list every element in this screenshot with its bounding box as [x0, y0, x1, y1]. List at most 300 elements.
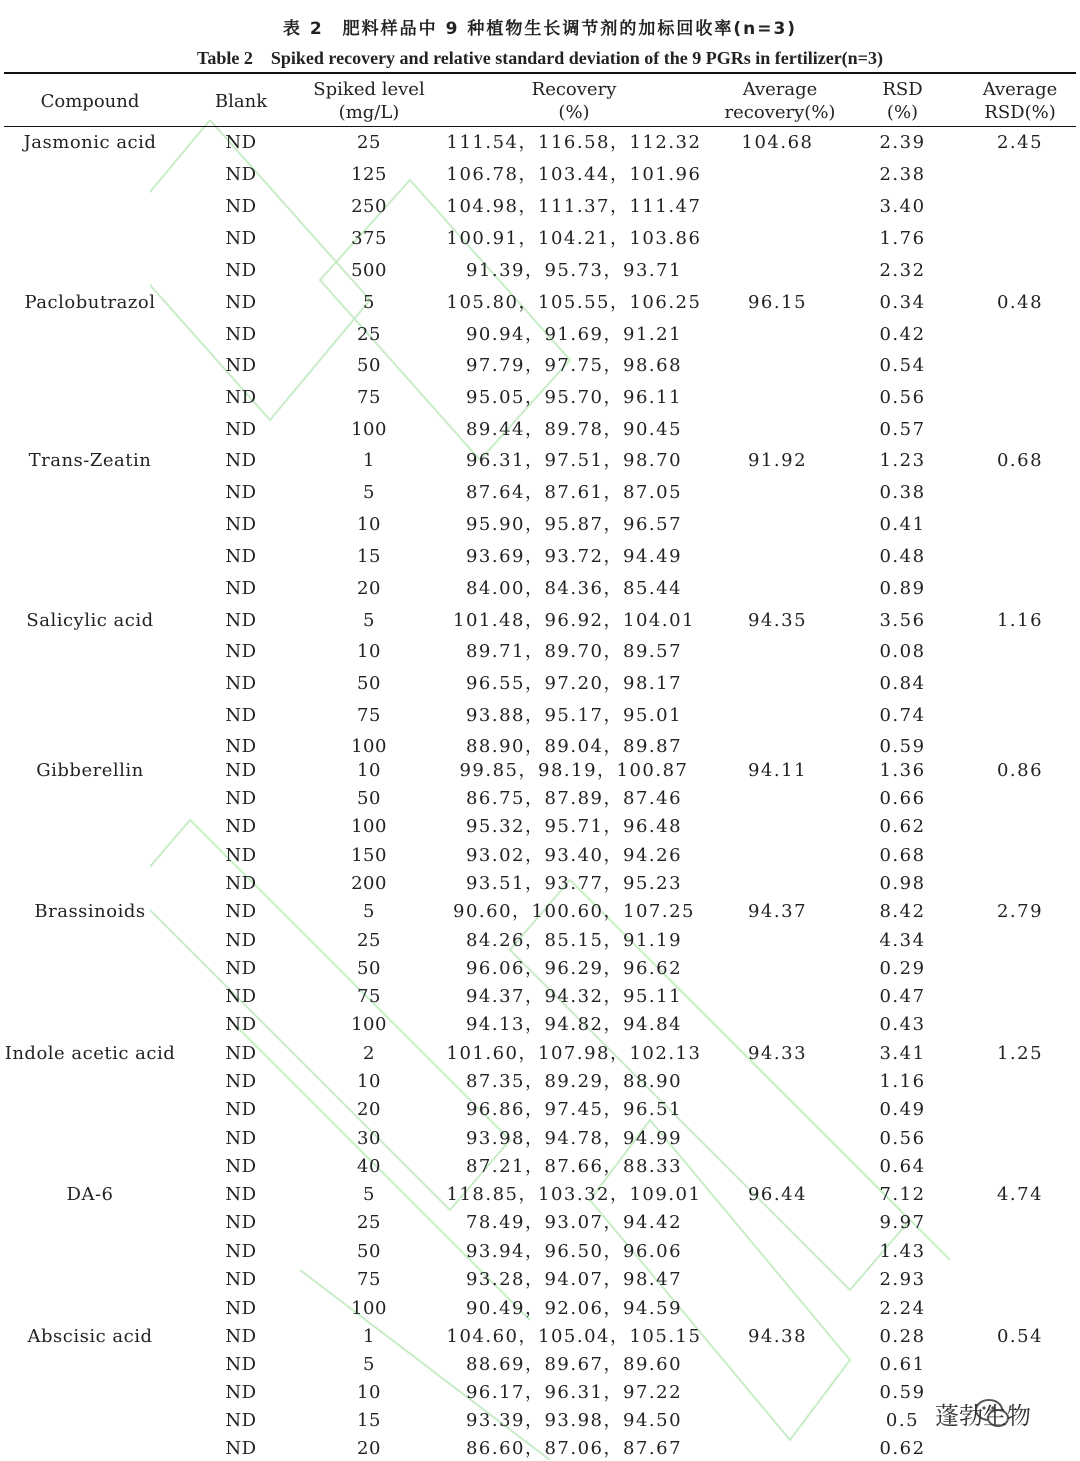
blank-cell: ND: [225, 1269, 257, 1290]
spiked-level-cell: 500: [351, 260, 387, 281]
blank-cell: ND: [225, 450, 257, 471]
compound-cell: [0, 163, 180, 187]
spiked-level-cell: 5: [363, 1354, 375, 1375]
compound-cell: [0, 1098, 180, 1122]
blank-cell: ND: [225, 260, 257, 281]
spiked-level-cell: 200: [351, 873, 387, 894]
average-rsd-cell: [960, 735, 1080, 759]
table-row: [0, 291, 1080, 315]
average-recovery-cell: [705, 985, 850, 1009]
spiked-level-cell: 50: [357, 788, 381, 809]
table-row: [0, 195, 1080, 219]
average-recovery-cell: 94.35: [747, 610, 808, 631]
compound-cell: Gibberellin: [36, 760, 144, 781]
blank-cell: ND: [225, 1071, 257, 1092]
table-row: [0, 1268, 1080, 1292]
recovery-cell: 111.54，116.58，112.32: [446, 132, 702, 153]
spiked-level-cell: 100: [351, 1298, 387, 1319]
average-recovery-cell: 104.68: [741, 132, 814, 153]
blank-cell: ND: [225, 482, 257, 503]
spiked-level-cell: 75: [357, 705, 381, 726]
compound-cell: Indole acetic acid: [4, 1043, 176, 1064]
average-rsd-cell: [960, 815, 1080, 839]
average-rsd-cell: [960, 1211, 1080, 1235]
table-row: [0, 640, 1080, 664]
table-row: [0, 481, 1080, 505]
spiked-level-cell: 2: [363, 1043, 375, 1064]
blank-cell: ND: [225, 1184, 257, 1205]
average-recovery-cell: [705, 195, 850, 219]
rsd-cell: 0.64: [879, 1156, 926, 1177]
header-rsd-line1: RSD: [882, 79, 923, 100]
header-recovery-line2: (%): [558, 102, 590, 123]
rsd-cell: 4.34: [879, 930, 926, 951]
table-row: [0, 418, 1080, 442]
average-rsd-cell: [960, 1268, 1080, 1292]
compound-cell: [0, 386, 180, 410]
average-rsd-cell: [960, 985, 1080, 1009]
spiked-level-cell: 20: [357, 1438, 381, 1459]
average-rsd-cell: [960, 386, 1080, 410]
blank-cell: ND: [225, 845, 257, 866]
table-row: [0, 735, 1080, 759]
average-recovery-cell: [705, 1381, 850, 1405]
rsd-cell: 0.5: [885, 1410, 920, 1431]
compound-cell: DA-6: [66, 1184, 114, 1205]
spiked-level-cell: 20: [357, 578, 381, 599]
header-spiked-line2: (mg/L): [338, 102, 400, 123]
average-recovery-cell: [705, 929, 850, 953]
compound-cell: [0, 704, 180, 728]
table-row: [0, 1070, 1080, 1094]
spiked-level-cell: 10: [357, 641, 381, 662]
compound-cell: [0, 481, 180, 505]
recovery-cell: 105.80，105.55，106.25: [446, 292, 702, 313]
blank-cell: ND: [225, 1438, 257, 1459]
recovery-cell: 96.55，97.20，98.17: [465, 673, 683, 694]
average-rsd-cell: [960, 481, 1080, 505]
blank-cell: ND: [225, 736, 257, 757]
blank-cell: ND: [225, 578, 257, 599]
average-recovery-cell: [705, 418, 850, 442]
header-avgrsd-line1: Average: [982, 79, 1058, 100]
table-row: [0, 1297, 1080, 1321]
blank-cell: ND: [225, 673, 257, 694]
recovery-cell: 93.51，93.77，95.23: [465, 873, 683, 894]
average-rsd-cell: [960, 704, 1080, 728]
average-rsd-cell: [960, 259, 1080, 283]
rsd-cell: 0.47: [879, 986, 926, 1007]
table-row: [0, 900, 1080, 924]
blank-cell: ND: [225, 164, 257, 185]
recovery-cell: 95.90，95.87，96.57: [465, 514, 683, 535]
rsd-cell: 0.08: [879, 641, 926, 662]
average-recovery-cell: [705, 323, 850, 347]
rsd-cell: 0.61: [879, 1354, 926, 1375]
recovery-cell: 87.21，87.66，88.33: [465, 1156, 683, 1177]
rsd-cell: 2.32: [879, 260, 926, 281]
spiked-level-cell: 150: [351, 845, 387, 866]
recovery-cell: 90.60，100.60，107.25: [453, 901, 695, 922]
header-compound-label: Compound: [40, 90, 140, 112]
table-row: [0, 609, 1080, 633]
compound-cell: [0, 545, 180, 569]
header-average-rsd: [960, 78, 1080, 124]
blank-cell: ND: [225, 1326, 257, 1347]
header-rsd-line2: (%): [886, 102, 919, 123]
compound-cell: [0, 577, 180, 601]
header-compound: [0, 78, 180, 124]
average-rsd-cell: [960, 844, 1080, 868]
recovery-cell: 96.17，96.31，97.22: [465, 1382, 683, 1403]
recovery-cell: 89.44，89.78，90.45: [465, 419, 683, 440]
rsd-cell: 1.43: [879, 1241, 926, 1262]
table-row: [0, 1183, 1080, 1207]
table-row: [0, 577, 1080, 601]
compound-cell: [0, 735, 180, 759]
rsd-cell: 0.62: [879, 1438, 926, 1459]
rsd-cell: 9.97: [879, 1212, 926, 1233]
average-recovery-cell: 94.33: [747, 1043, 808, 1064]
compound-cell: Jasmonic acid: [23, 132, 157, 153]
table-row: [0, 259, 1080, 283]
table-row: [0, 1240, 1080, 1264]
rsd-cell: 3.40: [879, 196, 926, 217]
average-recovery-cell: 96.44: [747, 1184, 808, 1205]
table-row: [0, 1098, 1080, 1122]
recovery-cell: 95.32，95.71，96.48: [465, 816, 683, 837]
blank-cell: ND: [225, 292, 257, 313]
rsd-cell: 0.56: [879, 387, 926, 408]
average-recovery-cell: [705, 872, 850, 896]
header-avgrsd-line2: RSD(%): [984, 102, 1056, 123]
compound-cell: [0, 1353, 180, 1377]
average-rsd-cell: [960, 787, 1080, 811]
table-row: [0, 929, 1080, 953]
blank-cell: ND: [225, 873, 257, 894]
average-recovery-cell: [705, 1353, 850, 1377]
recovery-cell: 118.85，103.32，109.01: [446, 1184, 702, 1205]
average-rsd-cell: [960, 929, 1080, 953]
blank-cell: ND: [225, 1156, 257, 1177]
blank-cell: ND: [225, 228, 257, 249]
rsd-cell: 0.48: [879, 546, 926, 567]
average-recovery-cell: [705, 481, 850, 505]
spiked-level-cell: 50: [357, 673, 381, 694]
compound-cell: [0, 672, 180, 696]
rsd-cell: 1.76: [879, 228, 926, 249]
recovery-cell: 93.98，94.78，94.99: [465, 1128, 683, 1149]
rsd-cell: 0.42: [879, 324, 926, 345]
blank-cell: ND: [225, 610, 257, 631]
recovery-cell: 93.94，96.50，96.06: [465, 1241, 683, 1262]
table-row: [0, 163, 1080, 187]
recovery-cell: 87.35，89.29，88.90: [465, 1071, 683, 1092]
compound-cell: [0, 227, 180, 251]
spiked-level-cell: 100: [351, 816, 387, 837]
spiked-level-cell: 5: [363, 292, 375, 313]
rsd-cell: 3.56: [879, 610, 926, 631]
table-row: [0, 354, 1080, 378]
blank-cell: ND: [225, 930, 257, 951]
average-rsd-cell: [960, 418, 1080, 442]
average-recovery-cell: [705, 227, 850, 251]
spiked-level-cell: 25: [357, 132, 381, 153]
average-rsd-cell: [960, 1155, 1080, 1179]
blank-cell: ND: [225, 1128, 257, 1149]
average-recovery-cell: [705, 1127, 850, 1151]
table-row: [0, 513, 1080, 537]
table-row: [0, 815, 1080, 839]
average-recovery-cell: [705, 1240, 850, 1264]
recovery-cell: 78.49，93.07，94.42: [465, 1212, 683, 1233]
header-recovery: [430, 78, 718, 124]
average-recovery-cell: [705, 640, 850, 664]
average-rsd-cell: 1.16: [996, 610, 1044, 631]
average-recovery-cell: [705, 1070, 850, 1094]
average-rsd-cell: [960, 1297, 1080, 1321]
rsd-cell: 0.38: [879, 482, 926, 503]
average-recovery-cell: [705, 844, 850, 868]
compound-cell: [0, 929, 180, 953]
blank-cell: ND: [225, 641, 257, 662]
recovery-cell: 84.26，85.15，91.19: [465, 930, 683, 951]
average-rsd-cell: [960, 163, 1080, 187]
average-recovery-cell: [705, 815, 850, 839]
spiked-level-cell: 15: [357, 1410, 381, 1431]
compound-cell: [0, 1013, 180, 1037]
rsd-cell: 0.56: [879, 1128, 926, 1149]
table-row: [0, 323, 1080, 347]
average-rsd-cell: [960, 1240, 1080, 1264]
table-row: [0, 386, 1080, 410]
recovery-cell: 84.00，84.36，85.44: [465, 578, 683, 599]
table-row: [0, 1437, 1080, 1461]
header-bottom-rule: [4, 126, 1076, 127]
rsd-cell: 0.43: [879, 1014, 926, 1035]
average-rsd-cell: [960, 354, 1080, 378]
rsd-cell: 0.59: [879, 1382, 926, 1403]
average-recovery-cell: [705, 1013, 850, 1037]
recovery-cell: 93.28，94.07，98.47: [465, 1269, 683, 1290]
average-recovery-cell: 96.15: [747, 292, 808, 313]
blank-cell: ND: [225, 1298, 257, 1319]
average-recovery-cell: [705, 672, 850, 696]
spiked-level-cell: 1: [363, 1326, 375, 1347]
compound-cell: Paclobutrazol: [24, 292, 156, 313]
table-row: [0, 1042, 1080, 1066]
average-recovery-cell: [705, 259, 850, 283]
rsd-cell: 2.39: [879, 132, 926, 153]
average-rsd-cell: 0.86: [996, 760, 1044, 781]
table-row: [0, 985, 1080, 1009]
recovery-cell: 97.79，97.75，98.68: [465, 355, 683, 376]
recovery-cell: 106.78，103.44，101.96: [446, 164, 702, 185]
average-rsd-cell: [960, 195, 1080, 219]
blank-cell: ND: [225, 1410, 257, 1431]
compound-cell: [0, 354, 180, 378]
rsd-cell: 1.23: [879, 450, 926, 471]
average-recovery-cell: [705, 1211, 850, 1235]
average-rsd-cell: [960, 872, 1080, 896]
header-blank-label: Blank: [214, 90, 268, 112]
average-rsd-cell: [960, 323, 1080, 347]
header-recovery-line1: Recovery: [531, 79, 617, 100]
blank-cell: ND: [225, 1043, 257, 1064]
compound-cell: [0, 957, 180, 981]
average-recovery-cell: [705, 163, 850, 187]
rsd-cell: 0.84: [879, 673, 926, 694]
average-recovery-cell: [705, 1268, 850, 1292]
recovery-cell: 93.88，95.17，95.01: [465, 705, 683, 726]
header-average-recovery: [705, 78, 855, 124]
table-row: [0, 844, 1080, 868]
blank-cell: ND: [225, 1354, 257, 1375]
average-rsd-cell: [960, 672, 1080, 696]
blank-cell: ND: [225, 355, 257, 376]
compound-cell: [0, 872, 180, 896]
header-spiked-line1: Spiked level: [313, 79, 425, 100]
spiked-level-cell: 75: [357, 1269, 381, 1290]
average-recovery-cell: 94.37: [747, 901, 808, 922]
average-rsd-cell: 0.48: [996, 292, 1044, 313]
average-rsd-cell: 0.54: [996, 1326, 1044, 1347]
spiked-level-cell: 5: [363, 1184, 375, 1205]
compound-cell: [0, 844, 180, 868]
average-recovery-cell: 91.92: [747, 450, 808, 471]
spiked-level-cell: 25: [357, 930, 381, 951]
average-recovery-cell: 94.38: [747, 1326, 808, 1347]
average-rsd-cell: [960, 1070, 1080, 1094]
average-recovery-cell: [705, 1098, 850, 1122]
rsd-cell: 8.42: [879, 901, 926, 922]
average-rsd-cell: [960, 1127, 1080, 1151]
rsd-cell: 0.66: [879, 788, 926, 809]
blank-cell: ND: [225, 132, 257, 153]
table-row: [0, 227, 1080, 251]
spiked-level-cell: 1: [363, 450, 375, 471]
spiked-level-cell: 100: [351, 419, 387, 440]
average-recovery-cell: [705, 354, 850, 378]
rsd-cell: 0.54: [879, 355, 926, 376]
compound-cell: [0, 1240, 180, 1264]
average-rsd-cell: 1.25: [996, 1043, 1044, 1064]
compound-cell: [0, 513, 180, 537]
recovery-cell: 89.71，89.70，89.57: [465, 641, 683, 662]
average-recovery-cell: 94.11: [747, 760, 808, 781]
recovery-cell: 104.98，111.37，111.47: [446, 196, 702, 217]
spiked-level-cell: 75: [357, 387, 381, 408]
table-row: [0, 449, 1080, 473]
table-row: [0, 672, 1080, 696]
rsd-cell: 3.41: [879, 1043, 926, 1064]
recovery-cell: 96.06，96.29，96.62: [465, 958, 683, 979]
compound-cell: [0, 259, 180, 283]
spiked-level-cell: 5: [363, 901, 375, 922]
compound-cell: [0, 1211, 180, 1235]
table-title-english: Table 2 Spiked recovery and relative standard deviation of the 9 PGRs in fertilizer(n=3): [197, 48, 883, 68]
compound-cell: [0, 1070, 180, 1094]
average-rsd-cell: [960, 545, 1080, 569]
spiked-level-cell: 25: [357, 1212, 381, 1233]
compound-cell: [0, 640, 180, 664]
blank-cell: ND: [225, 1212, 257, 1233]
rsd-cell: 0.74: [879, 705, 926, 726]
rsd-cell: 1.16: [879, 1071, 926, 1092]
table-row: [0, 1211, 1080, 1235]
table-row: [0, 1013, 1080, 1037]
recovery-cell: 86.60，87.06，87.67: [465, 1438, 683, 1459]
rsd-cell: 0.29: [879, 958, 926, 979]
spiked-level-cell: 15: [357, 546, 381, 567]
blank-cell: ND: [225, 1382, 257, 1403]
rsd-cell: 0.62: [879, 816, 926, 837]
blank-cell: ND: [225, 760, 257, 781]
average-recovery-cell: [705, 1409, 850, 1433]
header-avg-line1: Average: [742, 79, 818, 100]
average-rsd-cell: [960, 1098, 1080, 1122]
recovery-cell: 90.94，91.69，91.21: [465, 324, 683, 345]
recovery-cell: 87.64，87.61，87.05: [465, 482, 683, 503]
recovery-cell: 101.60，107.98，102.13: [446, 1043, 702, 1064]
blank-cell: ND: [225, 324, 257, 345]
recovery-cell: 94.37，94.32，95.11: [465, 986, 683, 1007]
recovery-cell: 93.39，93.98，94.50: [465, 1410, 683, 1431]
table-row: [0, 704, 1080, 728]
recovery-cell: 96.86，97.45，96.51: [465, 1099, 683, 1120]
blank-cell: ND: [225, 196, 257, 217]
recovery-cell: 96.31，97.51，98.70: [465, 450, 683, 471]
spiked-level-cell: 100: [351, 1014, 387, 1035]
blank-cell: ND: [225, 1241, 257, 1262]
average-rsd-cell: 0.68: [996, 450, 1044, 471]
average-rsd-cell: 4.74: [996, 1184, 1044, 1205]
spiked-level-cell: 100: [351, 736, 387, 757]
recovery-cell: 100.91，104.21，103.86: [446, 228, 702, 249]
recovery-cell: 91.39，95.73，93.71: [465, 260, 683, 281]
spiked-level-cell: 30: [357, 1128, 381, 1149]
recovery-cell: 94.13，94.82，94.84: [465, 1014, 683, 1035]
table-row: [0, 1353, 1080, 1377]
blank-cell: ND: [225, 514, 257, 535]
spiked-level-cell: 10: [357, 760, 381, 781]
rsd-cell: 0.28: [879, 1326, 926, 1347]
compound-cell: [0, 1127, 180, 1151]
spiked-level-cell: 10: [357, 514, 381, 535]
average-recovery-cell: [705, 577, 850, 601]
table-title-chinese: 表 2 肥料样品中 9 种植物生长调节剂的加标回收率(n=3): [282, 19, 798, 39]
blank-cell: ND: [225, 986, 257, 1007]
average-recovery-cell: [705, 704, 850, 728]
compound-cell: [0, 195, 180, 219]
compound-cell: [0, 323, 180, 347]
average-recovery-cell: [705, 545, 850, 569]
rsd-cell: 7.12: [879, 1184, 926, 1205]
average-rsd-cell: [960, 640, 1080, 664]
compound-cell: [0, 1297, 180, 1321]
recovery-cell: 90.49，92.06，94.59: [465, 1298, 683, 1319]
spiked-level-cell: 5: [363, 610, 375, 631]
spiked-level-cell: 10: [357, 1071, 381, 1092]
table-row: [0, 1325, 1080, 1349]
average-rsd-cell: [960, 957, 1080, 981]
compound-cell: Salicylic acid: [26, 610, 154, 631]
rsd-cell: 2.93: [879, 1269, 926, 1290]
table-row: [0, 545, 1080, 569]
average-recovery-cell: [705, 1155, 850, 1179]
table-row: [0, 131, 1080, 155]
table-row: [0, 1155, 1080, 1179]
